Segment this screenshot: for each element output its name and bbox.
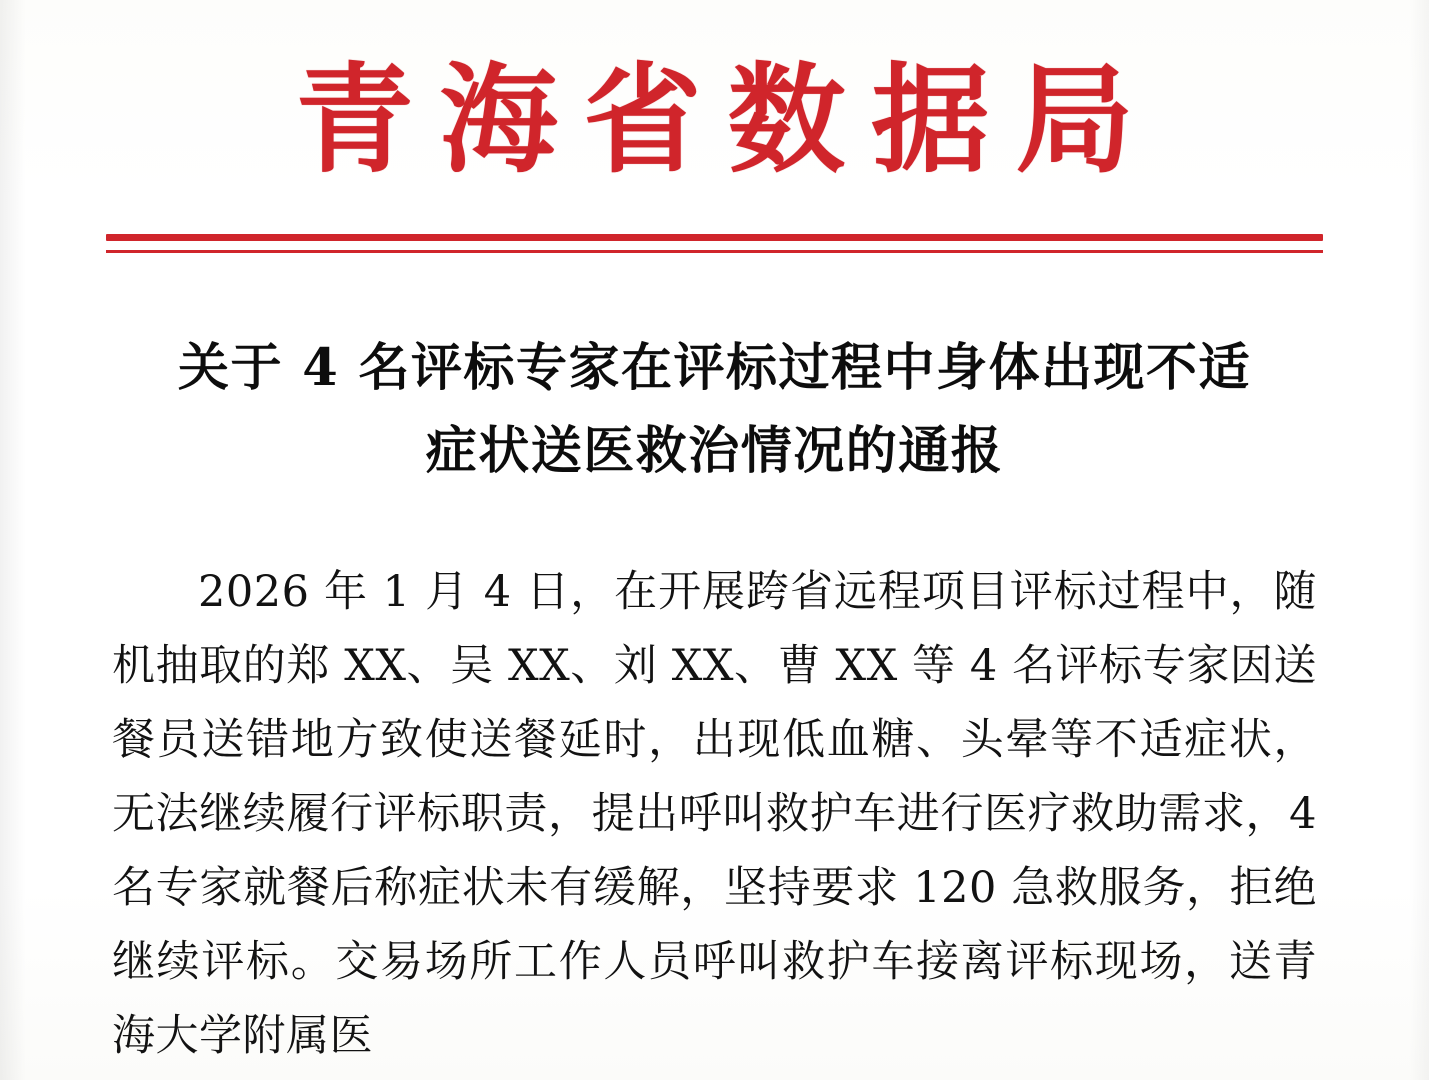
issuing-agency-masthead: 青海省数据局 bbox=[295, 50, 1160, 189]
page-title-line-1: 关于 4 名评标专家在评标过程中身体出现不适 bbox=[178, 337, 1251, 398]
masthead-rule-group bbox=[78, 234, 1351, 253]
page-title-line-2: 症状送医救治情况的通报 bbox=[425, 420, 1004, 481]
page-title bbox=[152, 327, 1277, 492]
masthead-rule-thin bbox=[106, 250, 1323, 253]
document-body bbox=[112, 556, 1317, 1074]
body-paragraph: 2026 年 1 月 4 日，在开展跨省远程项目评标过程中，随机抽取的郑 XX、吴 XX、刘 XX、曹 XX 等 4 名评标专家因送餐员送错地方致使送餐延时，出现低血糖、头晕等不适症状，无法继续履行评标职责，提出呼叫救护车进行医疗救助需求，4 名专家就餐后称症状未有缓解，坚持要求 120 急救服务，拒绝继续评标。交易场所工作人员呼叫救护车接离评标现场，送青海大学附属医 bbox=[112, 567, 1317, 1061]
masthead-rule-thick bbox=[106, 234, 1323, 241]
